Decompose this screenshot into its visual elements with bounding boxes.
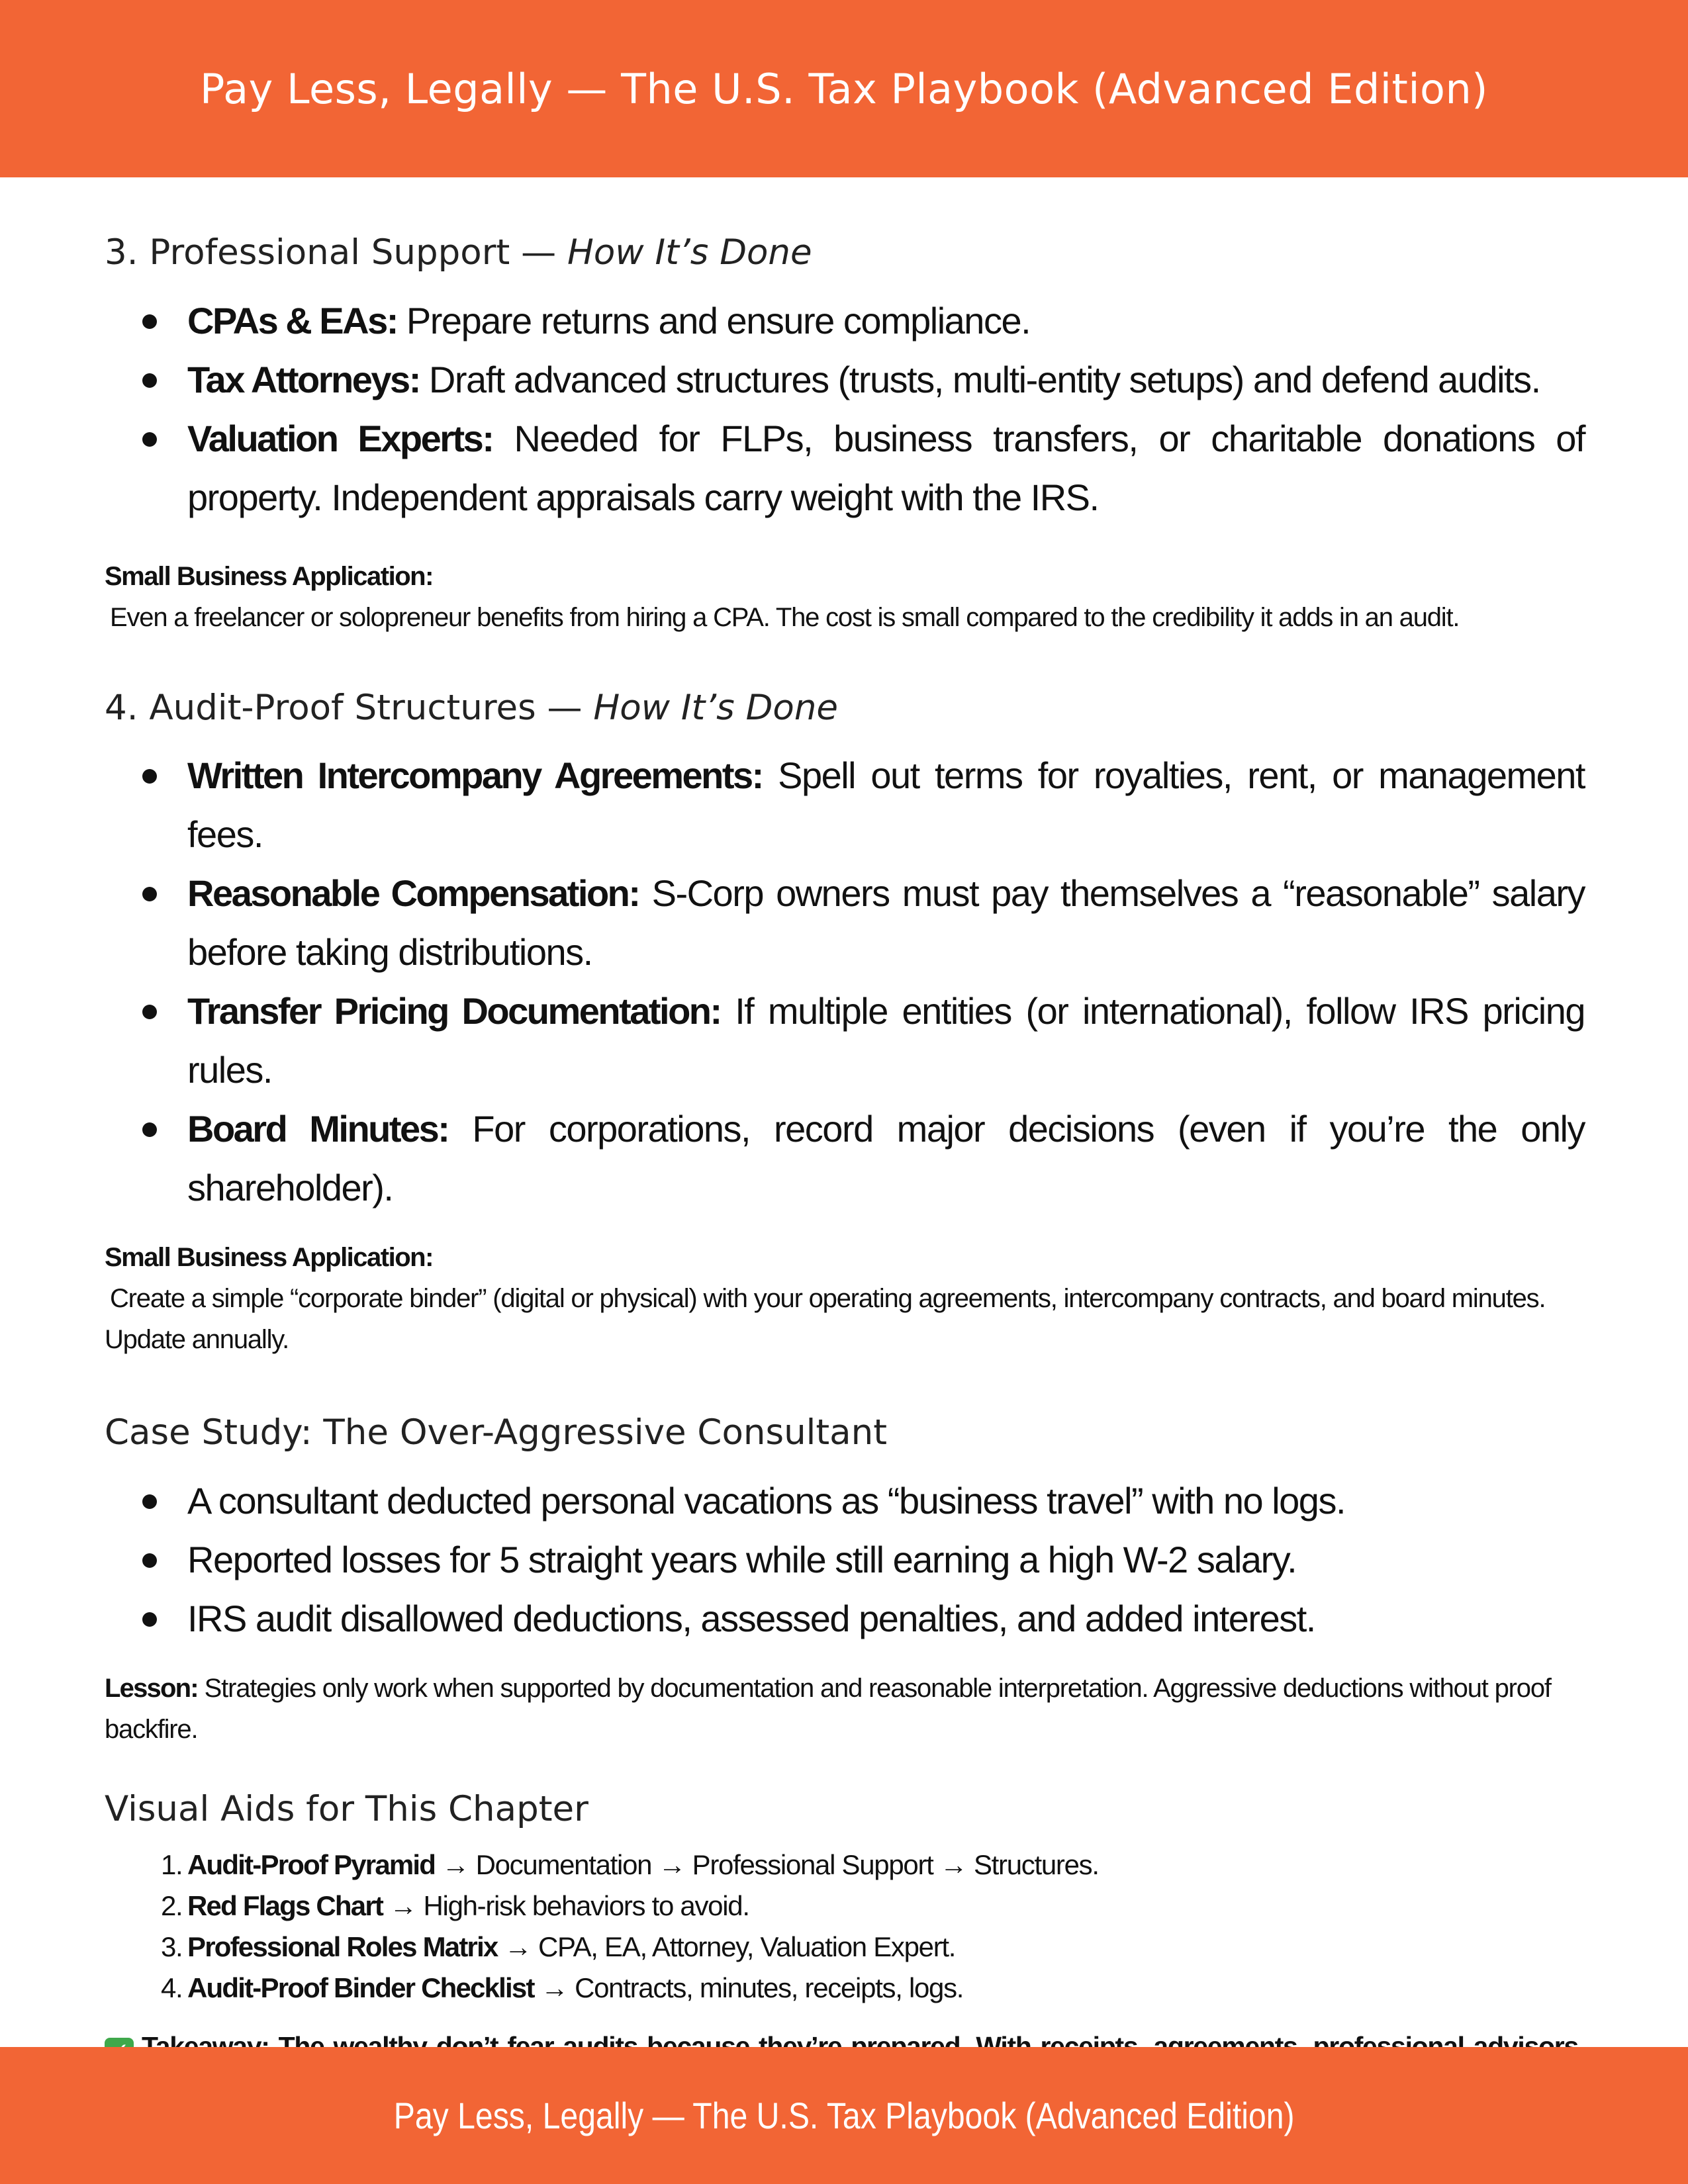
visual-aids-list: [105, 1844, 1585, 2009]
list-item: Written Intercompany Agreements: Spell out terms for royalties, rent, or management fees.: [187, 746, 1585, 864]
small-business-label: Small Business Application:: [105, 1243, 433, 1273]
visual-aids-heading: Visual Aids for This Chapter: [105, 1788, 588, 1829]
footer-text: Pay Less, Legally — The U.S. Tax Playbook (Advanced Edition): [393, 2095, 1295, 2136]
list-item: IRS audit disallowed deductions, assessed penalties, and added interest.: [187, 1589, 1585, 1648]
lesson: Lesson: Strategies only work when supported by documentation and reasonable interpretation. Aggressive deductions without proof backfire.: [105, 1673, 1551, 1744]
list-item: Reasonable Compensation: S-Corp owners must pay themselves a “reasonable” salary before taking distributions.: [187, 864, 1585, 981]
section-4-heading: 4. Audit-Proof Structures — How It’s Done: [105, 687, 839, 728]
list-item: A consultant deducted personal vacations as “business travel” with no logs.: [187, 1471, 1585, 1530]
list-item: 1. Audit-Proof Pyramid → Documentation → Professional Support → Structures.: [161, 1849, 1099, 1881]
list-item: Transfer Pricing Documentation: If multiple entities (or international), follow IRS pricing rules.: [187, 981, 1585, 1099]
list-item: CPAs & EAs: Prepare returns and ensure compliance.: [187, 291, 1585, 350]
section-3-list: [105, 291, 1585, 527]
footer-band: [0, 2047, 1688, 2184]
case-study-list: [105, 1471, 1585, 1648]
page-content: [105, 232, 1585, 2108]
header-title: Pay Less, Legally — The U.S. Tax Playbook (Advanced Edition): [200, 64, 1488, 113]
section-4-list: [105, 746, 1585, 1217]
case-study-heading: Case Study: The Over-Aggressive Consultant: [105, 1412, 888, 1453]
list-item: Tax Attorneys: Draft advanced structures (trusts, multi-entity setups) and defend audits.: [187, 350, 1585, 409]
list-item: Reported losses for 5 straight years while still earning a high W-2 salary.: [187, 1530, 1585, 1589]
list-item: 2. Red Flags Chart → High-risk behaviors to avoid.: [161, 1890, 749, 1922]
list-item: 3. Professional Roles Matrix → CPA, EA, Attorney, Valuation Expert.: [161, 1931, 956, 1963]
list-item: Board Minutes: For corporations, record major decisions (even if you’re the only shareholder).: [187, 1099, 1585, 1217]
small-business-text: Create a simple “corporate binder” (digital or physical) with your operating agreements, intercompany contracts, and board minutes. Update annually.: [105, 1284, 1546, 1355]
list-item: 4. Audit-Proof Binder Checklist → Contracts, minutes, receipts, logs.: [161, 1972, 964, 2004]
small-business-label: Small Business Application:: [105, 561, 433, 591]
list-item: Valuation Experts: Needed for FLPs, business transfers, or charitable donations of property. Independent appraisals carry weight with the IRS.: [187, 409, 1585, 527]
header-band: [0, 0, 1688, 177]
small-business-text: Even a freelancer or solopreneur benefits from hiring a CPA. The cost is small compared to the credibility it adds in an audit.: [110, 602, 1460, 632]
section-3-heading: 3. Professional Support — How It’s Done: [105, 232, 812, 273]
